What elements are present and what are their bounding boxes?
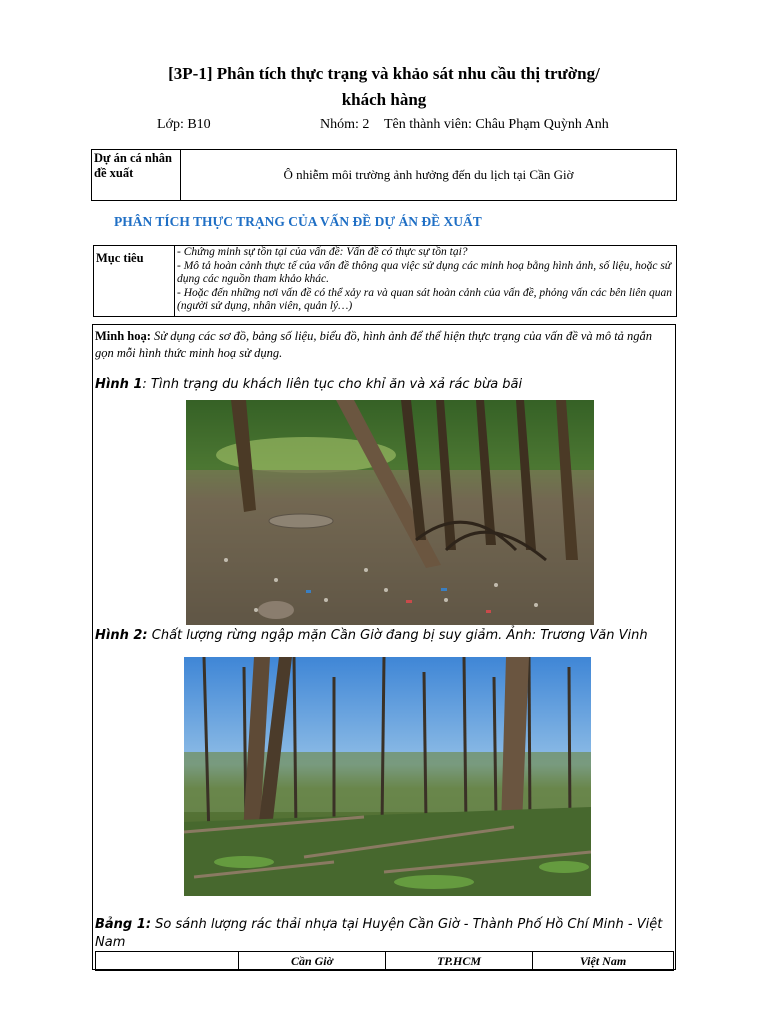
project-table xyxy=(91,149,677,201)
figure2-photo xyxy=(184,657,591,896)
objective-label: Mục tiêu xyxy=(94,246,175,317)
member-label: Tên thành viên: Châu Phạm Quỳnh Anh xyxy=(384,117,609,132)
section-heading: PHÂN TÍCH THỰC TRẠNG CỦA VẤN ĐỀ DỰ ÁN ĐỀ XUẤT xyxy=(114,214,482,229)
illustration-text: Sử dụng các sơ đồ, bảng số liệu, biểu đồ, hình ảnh để thể hiện thực trạng của vấn đề và mô tả ngắn gọn mỗi hình thức minh hoạ sử dụng. xyxy=(95,329,653,360)
figure1-caption xyxy=(95,377,522,392)
degraded-mangrove-image xyxy=(184,657,591,896)
figure1-text: : Tình trạng du khách liên tục cho khỉ ăn và xả rác bừa bãi xyxy=(142,377,523,392)
mangrove-litter-image xyxy=(186,400,594,625)
illustration-label: Minh hoạ: xyxy=(95,329,151,343)
objective-table xyxy=(93,245,677,317)
figure1-label: Hình 1 xyxy=(95,377,143,392)
project-value: Ô nhiễm môi trường ảnh hưởng đến du lịch tại Cần Giờ xyxy=(181,150,677,201)
objective-body xyxy=(175,246,677,317)
class-label: Lớp: B10 xyxy=(157,117,211,132)
figure2-text: Chất lượng rừng ngập mặn Cần Giờ đang bị suy giảm. Ảnh: Trương Văn Vinh xyxy=(147,628,648,643)
objective-line: - Chứng minh sự tồn tại của vấn đề: Vấn đề có thực sự tồn tại? xyxy=(177,246,468,258)
document-title-line1: [3P-1] Phân tích thực trạng và khảo sát nhu cầu thị trường/ xyxy=(168,64,600,83)
comparison-table xyxy=(95,951,674,971)
table-header-cell: Cần Giờ xyxy=(239,952,386,971)
illustration-intro xyxy=(95,328,673,362)
project-label: Dự án cá nhân đề xuất xyxy=(92,150,181,201)
table-header-cell: TP.HCM xyxy=(386,952,533,971)
document-title-line2: khách hàng xyxy=(341,90,427,109)
table1-caption xyxy=(95,915,675,951)
table1-text: So sánh lượng rác thải nhựa tại Huyện Cần Giờ - Thành Phố Hồ Chí Minh - Việt Nam xyxy=(95,917,663,950)
objective-line: - Mô tả hoàn cảnh thực tế của vấn đề thông qua việc sử dụng các minh hoạ bằng hình ảnh, số liệu, hoặc sử dụng các nguồn tham khảo khác. xyxy=(177,259,672,285)
figure2-label: Hình 2: xyxy=(95,628,148,643)
table-header-cell: Việt Nam xyxy=(533,952,674,971)
table1-label: Bảng 1: xyxy=(95,917,152,932)
table-header-row xyxy=(96,952,674,971)
objective-line: - Hoặc đến những nơi vấn đề có thể xảy ra và quan sát hoàn cảnh của vấn đề, phỏng vấn các bên liên quan (người sử dụng, nhân viên, quản lý…) xyxy=(177,286,672,312)
figure1-photo xyxy=(186,400,594,625)
table-header-cell xyxy=(96,952,239,971)
figure2-caption xyxy=(95,628,648,643)
group-label: Nhóm: 2 xyxy=(320,117,370,132)
